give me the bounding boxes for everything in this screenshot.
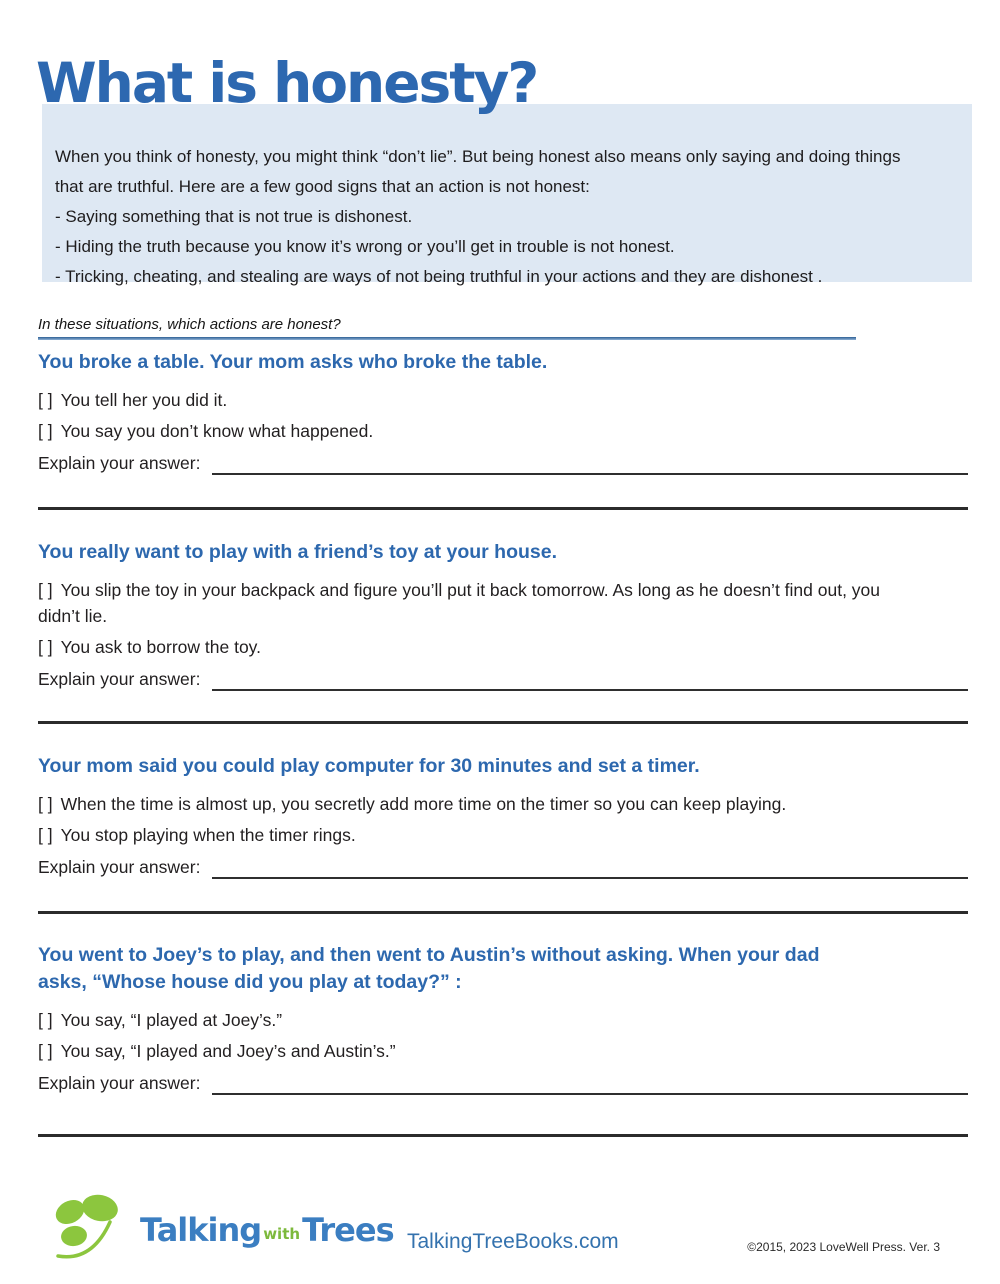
checkbox[interactable]: [ ] [38, 421, 53, 441]
explain-row [38, 667, 968, 691]
option-label: You ask to borrow the toy. [60, 637, 261, 657]
option [38, 418, 918, 444]
option [38, 1038, 918, 1064]
answer-line-continuation[interactable] [38, 911, 968, 914]
question-3 [38, 753, 968, 879]
answer-line[interactable] [212, 453, 968, 475]
website-link[interactable]: TalkingTreeBooks.com [407, 1230, 619, 1253]
option [38, 1007, 918, 1033]
explain-label: Explain your answer: [38, 453, 201, 473]
copyright-text: ©2015, 2023 LoveWell Press. Ver. 3 [747, 1240, 940, 1254]
option-label: You tell her you did it. [60, 390, 228, 410]
option [38, 634, 918, 660]
question-heading: You really want to play with a friend’s toy at your house. [38, 541, 558, 563]
option-label: When the time is almost up, you secretly add more time on the timer so you can keep playing. [60, 794, 787, 814]
intro-bullet: - Hiding the truth because you know it’s wrong or you’ll get in trouble is not honest. [55, 237, 675, 256]
explain-label: Explain your answer: [38, 669, 201, 689]
answer-line-continuation[interactable] [38, 1134, 968, 1137]
explain-row [38, 855, 968, 879]
intro-bullet: - Saying something that is not true is dishonest. [55, 207, 413, 226]
question-heading: You went to Joey’s to play, and then went to Austin’s without asking. When your dad asks, “Whose house did you play at today?” : [38, 944, 820, 993]
question-4 [38, 942, 968, 1095]
question-2 [38, 539, 968, 691]
answer-line[interactable] [212, 1073, 968, 1095]
explain-label: Explain your answer: [38, 1073, 201, 1093]
intro-bullet: - Tricking, cheating, and stealing are ways of not being truthful in your actions and they are dishonest . [55, 267, 823, 286]
explain-row [38, 1071, 968, 1095]
checkbox[interactable]: [ ] [38, 390, 53, 410]
option [38, 387, 918, 413]
answer-line-continuation[interactable] [38, 721, 968, 724]
option-label: You say, “I played at Joey’s.” [60, 1010, 283, 1030]
intro-box [42, 104, 972, 286]
question-1 [38, 349, 968, 475]
checkbox[interactable]: [ ] [38, 1010, 53, 1030]
option [38, 577, 918, 629]
logo-word-talking: Talking [140, 1210, 262, 1249]
instruction-underline [38, 337, 856, 340]
page-title: What is honesty? [36, 51, 538, 115]
clover-leaves-icon [44, 1194, 136, 1265]
checkbox[interactable]: [ ] [38, 580, 53, 600]
checkbox[interactable]: [ ] [38, 825, 53, 845]
answer-line-continuation[interactable] [38, 507, 968, 510]
question-heading: Your mom said you could play computer for 30 minutes and set a timer. [38, 755, 700, 777]
logo-wordmark [140, 1210, 394, 1249]
checkbox[interactable]: [ ] [38, 637, 53, 657]
option-label: You say you don’t know what happened. [60, 421, 374, 441]
intro-paragraph: When you think of honesty, you might think “don’t lie”. But being honest also means only saying and doing things that are truthful. Here are a few good signs that an action is not honest: [55, 147, 901, 196]
option-label: You stop playing when the timer rings. [60, 825, 356, 845]
option-label: You say, “I played and Joey’s and Austin’s.” [60, 1041, 396, 1061]
option-label: You slip the toy in your backpack and figure you’ll put it back tomorrow. As long as he doesn’t find out, you didn’t lie. [38, 580, 881, 626]
instruction-text: In these situations, which actions are honest? [38, 316, 341, 333]
question-heading: You broke a table. Your mom asks who broke the table. [38, 351, 548, 373]
talking-with-trees-logo [44, 1194, 394, 1265]
logo-word-with: with [263, 1224, 301, 1243]
checkbox[interactable]: [ ] [38, 1041, 53, 1061]
answer-line[interactable] [212, 669, 968, 691]
checkbox[interactable]: [ ] [38, 794, 53, 814]
logo-word-trees: Trees [302, 1210, 394, 1249]
option [38, 822, 918, 848]
option [38, 791, 918, 817]
explain-row [38, 451, 968, 475]
answer-line[interactable] [212, 857, 968, 879]
explain-label: Explain your answer: [38, 857, 201, 877]
